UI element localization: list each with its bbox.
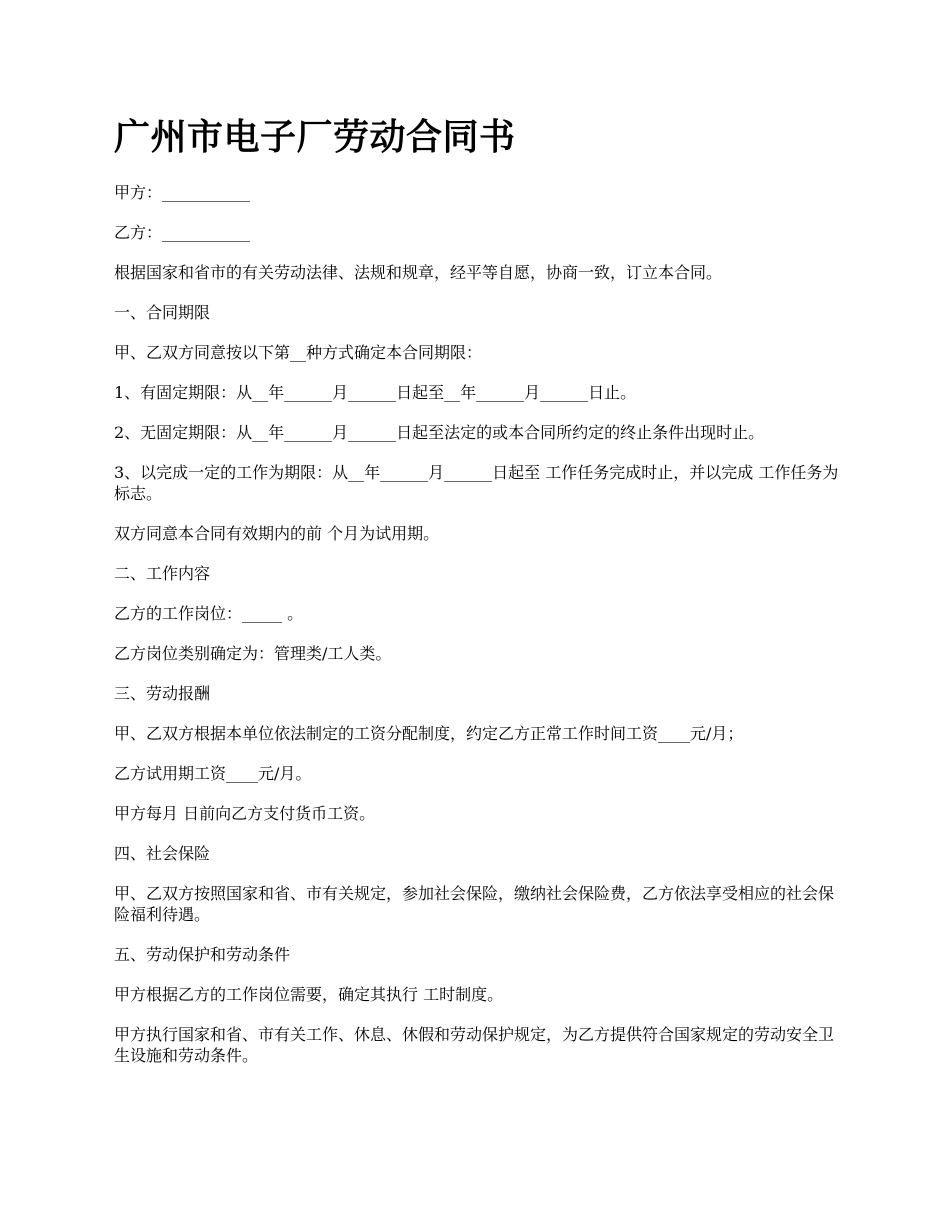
party-b-line: 乙方：___________: [114, 223, 251, 242]
term-option-open: 2、无固定期限：从__年______月______日起至法定的或本合同所约定的终止条件出现时止。: [114, 423, 765, 442]
probation-salary-paragraph: 乙方试用期工资____元/月。: [114, 764, 312, 783]
job-position-paragraph: 乙方的工作岗位：_____ 。: [114, 604, 304, 623]
working-hours-paragraph: 甲方根据乙方的工作岗位需要，确定其执行 工时制度。: [114, 985, 504, 1004]
document-title: 广州市电子厂劳动合同书: [114, 116, 516, 158]
party-a-line: 甲方：___________: [114, 183, 251, 202]
pay-date-paragraph: 甲方每月 日前向乙方支付货币工资。: [114, 804, 376, 823]
insurance-paragraph: 甲、乙双方按照国家和省、市有关规定，参加社会保险，缴纳社会保险费，乙方依法享受相应的社会保险福利待遇。: [114, 884, 835, 924]
labor-protection-paragraph: 甲方执行国家和省、市有关工作、休息、休假和劳动保护规定，为乙方提供符合国家规定的劳动安全卫生设施和劳动条件。: [114, 1025, 835, 1065]
probation-paragraph: 双方同意本合同有效期内的前 个月为试用期。: [114, 524, 440, 543]
job-category-paragraph: 乙方岗位类别确定为：管理类/工人类。: [114, 644, 392, 663]
term-option-task: 3、以完成一定的工作为期限：从__年______月______日起至 工作任务完成时止，并以完成 工作任务为标志。: [114, 463, 839, 503]
term-option-fixed: 1、有固定期限：从__年______月______日起至__年______月______日止。: [114, 383, 637, 402]
preamble-paragraph: 根据国家和省市的有关劳动法律、法规和规章，经平等自愿，协商一致，订立本合同。: [114, 263, 723, 282]
section-heading-insurance: 四、社会保险: [114, 844, 211, 863]
salary-paragraph: 甲、乙双方根据本单位依法制定的工资分配制度，约定乙方正常工作时间工资____元/月；: [114, 724, 744, 743]
section-heading-work: 二、工作内容: [114, 564, 211, 583]
section-heading-protection: 五、劳动保护和劳动条件: [114, 945, 291, 964]
document-page: [114, 112, 842, 1085]
term-method-paragraph: 甲、乙双方同意按以下第__种方式确定本合同期限：: [114, 343, 483, 362]
section-heading-pay: 三、劳动报酬: [114, 684, 211, 703]
section-heading-term: 一、合同期限: [114, 303, 211, 322]
